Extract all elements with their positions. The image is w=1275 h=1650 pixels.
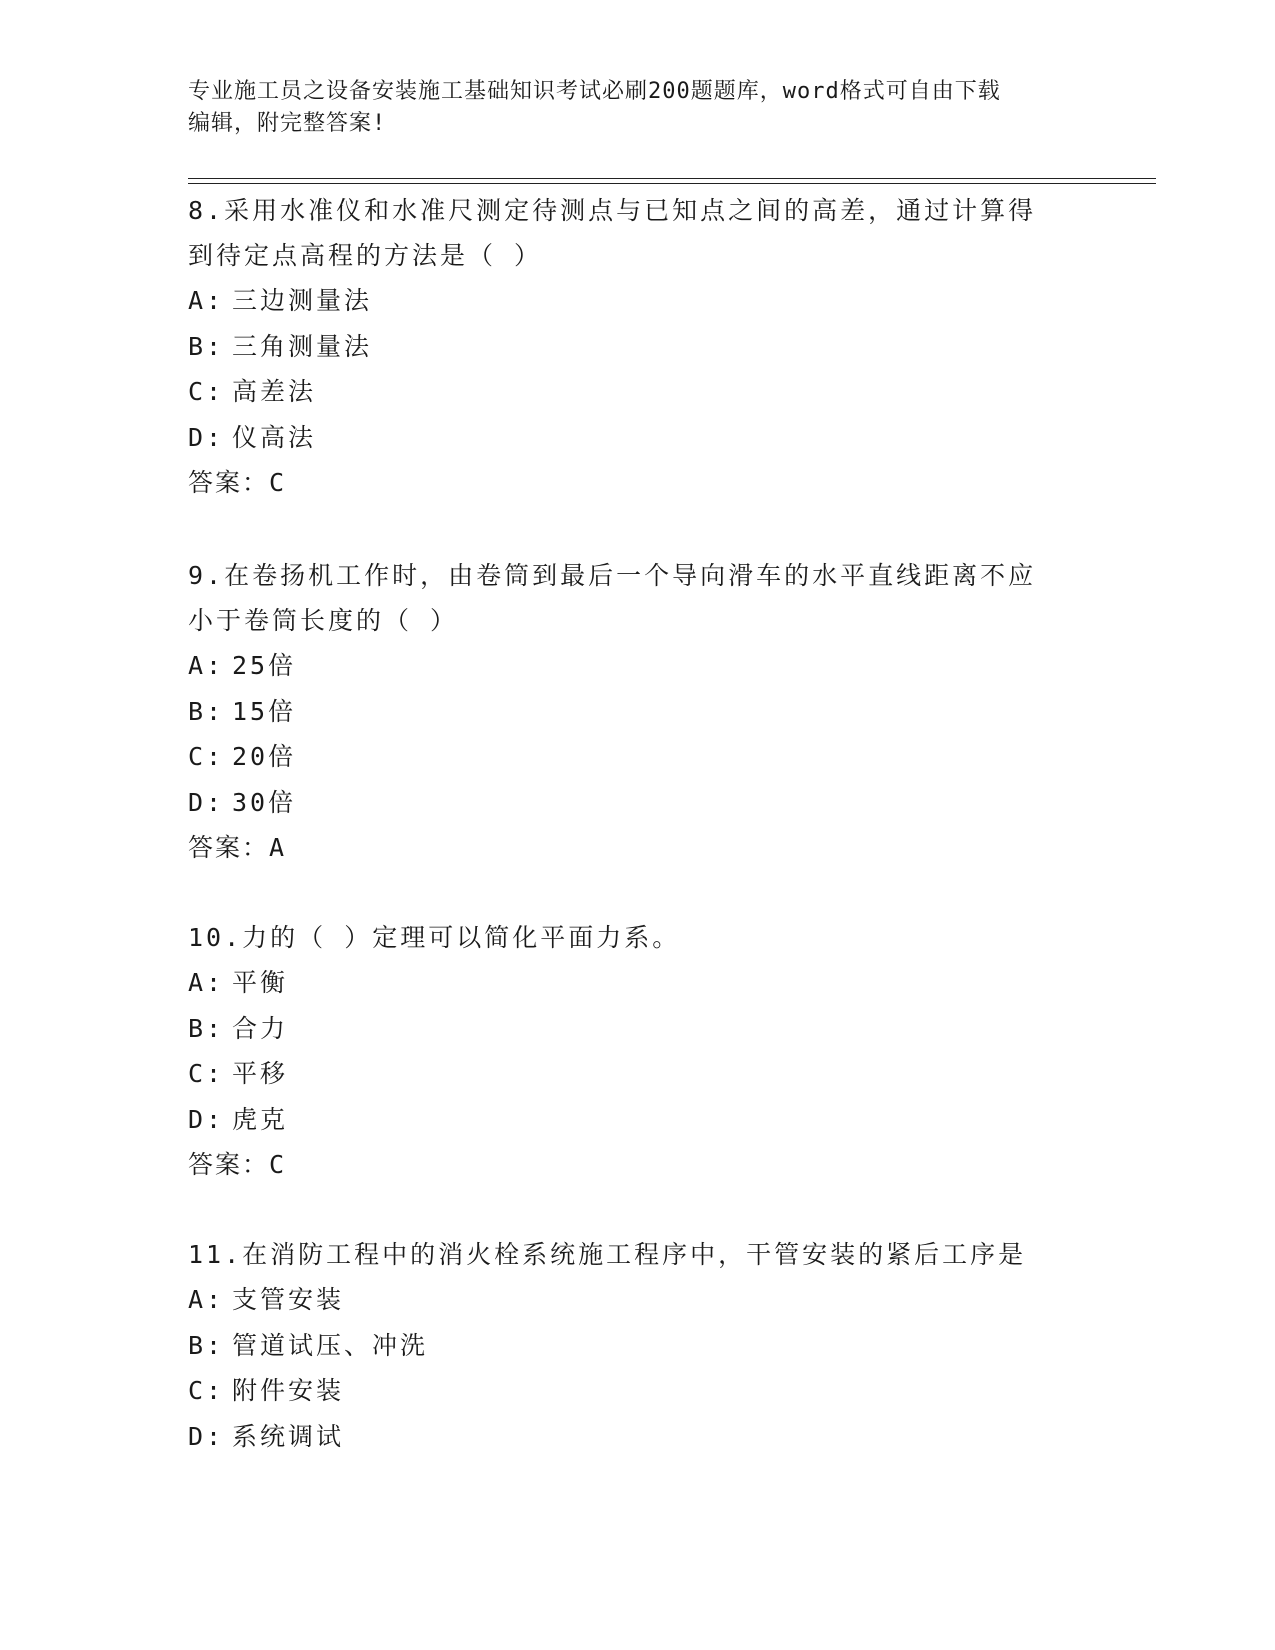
option-text: 三角测量法 <box>232 331 373 361</box>
option-text: 平移 <box>232 1059 289 1088</box>
option-text: 合力 <box>232 1013 289 1043</box>
option-d <box>188 780 1068 826</box>
option-letter: C: <box>188 377 225 406</box>
option-d <box>188 1414 1068 1460</box>
option-text: 25倍 <box>232 651 297 680</box>
option-text: 30倍 <box>232 787 297 817</box>
answer-label: 答案：C <box>188 468 287 497</box>
option-letter: D: <box>188 787 225 817</box>
option-a <box>188 1277 1068 1323</box>
option-a <box>188 278 1068 324</box>
option-text: 支管安装 <box>232 1285 345 1314</box>
option-a <box>188 960 1068 1006</box>
answer-label: 答案：C <box>188 1150 287 1179</box>
option-c <box>188 1051 1068 1097</box>
option-letter: D: <box>188 1104 225 1134</box>
header-line-2: 编辑，附完整答案! <box>188 111 387 136</box>
question-11 <box>188 1232 1068 1459</box>
option-text: 管道试压、冲洗 <box>232 1330 429 1360</box>
question-text-line-1: 10.力的（ ）定理可以简化平面力系。 <box>188 923 681 952</box>
option-letter: B: <box>188 1013 225 1043</box>
option-letter: A: <box>188 286 225 315</box>
option-letter: A: <box>188 968 225 997</box>
option-text: 20倍 <box>232 742 297 771</box>
header-line-1: 专业施工员之设备安装施工基础知识考试必刷200题题库，word格式可自由下载 <box>188 79 1001 104</box>
option-c <box>188 369 1068 415</box>
option-letter: D: <box>188 422 225 452</box>
option-letter: A: <box>188 651 225 680</box>
question-text-line-2: 到待定点高程的方法是（ ） <box>188 241 543 270</box>
option-b <box>188 1006 1068 1052</box>
option-text: 系统调试 <box>232 1421 345 1451</box>
option-text: 15倍 <box>232 696 297 726</box>
question-text-line-1: 9.在卷扬机工作时，由卷筒到最后一个导向滑车的水平直线距离不应 <box>188 561 1037 590</box>
question-text-line-2: 小于卷筒长度的（ ） <box>188 606 459 635</box>
option-text: 三边测量法 <box>232 286 373 315</box>
option-letter: D: <box>188 1421 225 1451</box>
option-b <box>188 324 1068 370</box>
question-text-line-1: 11.在消防工程中的消火栓系统施工程序中，干管安装的紧后工序是 <box>188 1240 1027 1269</box>
option-letter: C: <box>188 742 225 771</box>
question-text-line-1: 8.采用水准仪和水准尺测定待测点与已知点之间的高差，通过计算得 <box>188 196 1037 225</box>
header-divider-bottom <box>188 183 1156 184</box>
option-d <box>188 1097 1068 1143</box>
header-divider-top <box>188 178 1156 179</box>
question-10 <box>188 915 1068 1187</box>
option-c <box>188 1368 1068 1414</box>
option-text: 虎克 <box>232 1104 289 1134</box>
option-text: 仪高法 <box>232 422 317 452</box>
question-9 <box>188 553 1068 870</box>
option-text: 平衡 <box>232 968 289 997</box>
document-header <box>188 76 1088 140</box>
option-b <box>188 689 1068 735</box>
option-letter: B: <box>188 1330 225 1360</box>
question-8 <box>188 188 1068 505</box>
option-c <box>188 734 1068 780</box>
option-a <box>188 643 1068 689</box>
option-text: 附件安装 <box>232 1376 345 1405</box>
option-text: 高差法 <box>232 377 317 406</box>
option-letter: B: <box>188 331 225 361</box>
option-b <box>188 1323 1068 1369</box>
option-d <box>188 415 1068 461</box>
option-letter: B: <box>188 696 225 726</box>
option-letter: C: <box>188 1376 225 1405</box>
answer-label: 答案：A <box>188 833 287 862</box>
option-letter: C: <box>188 1059 225 1088</box>
option-letter: A: <box>188 1285 225 1314</box>
